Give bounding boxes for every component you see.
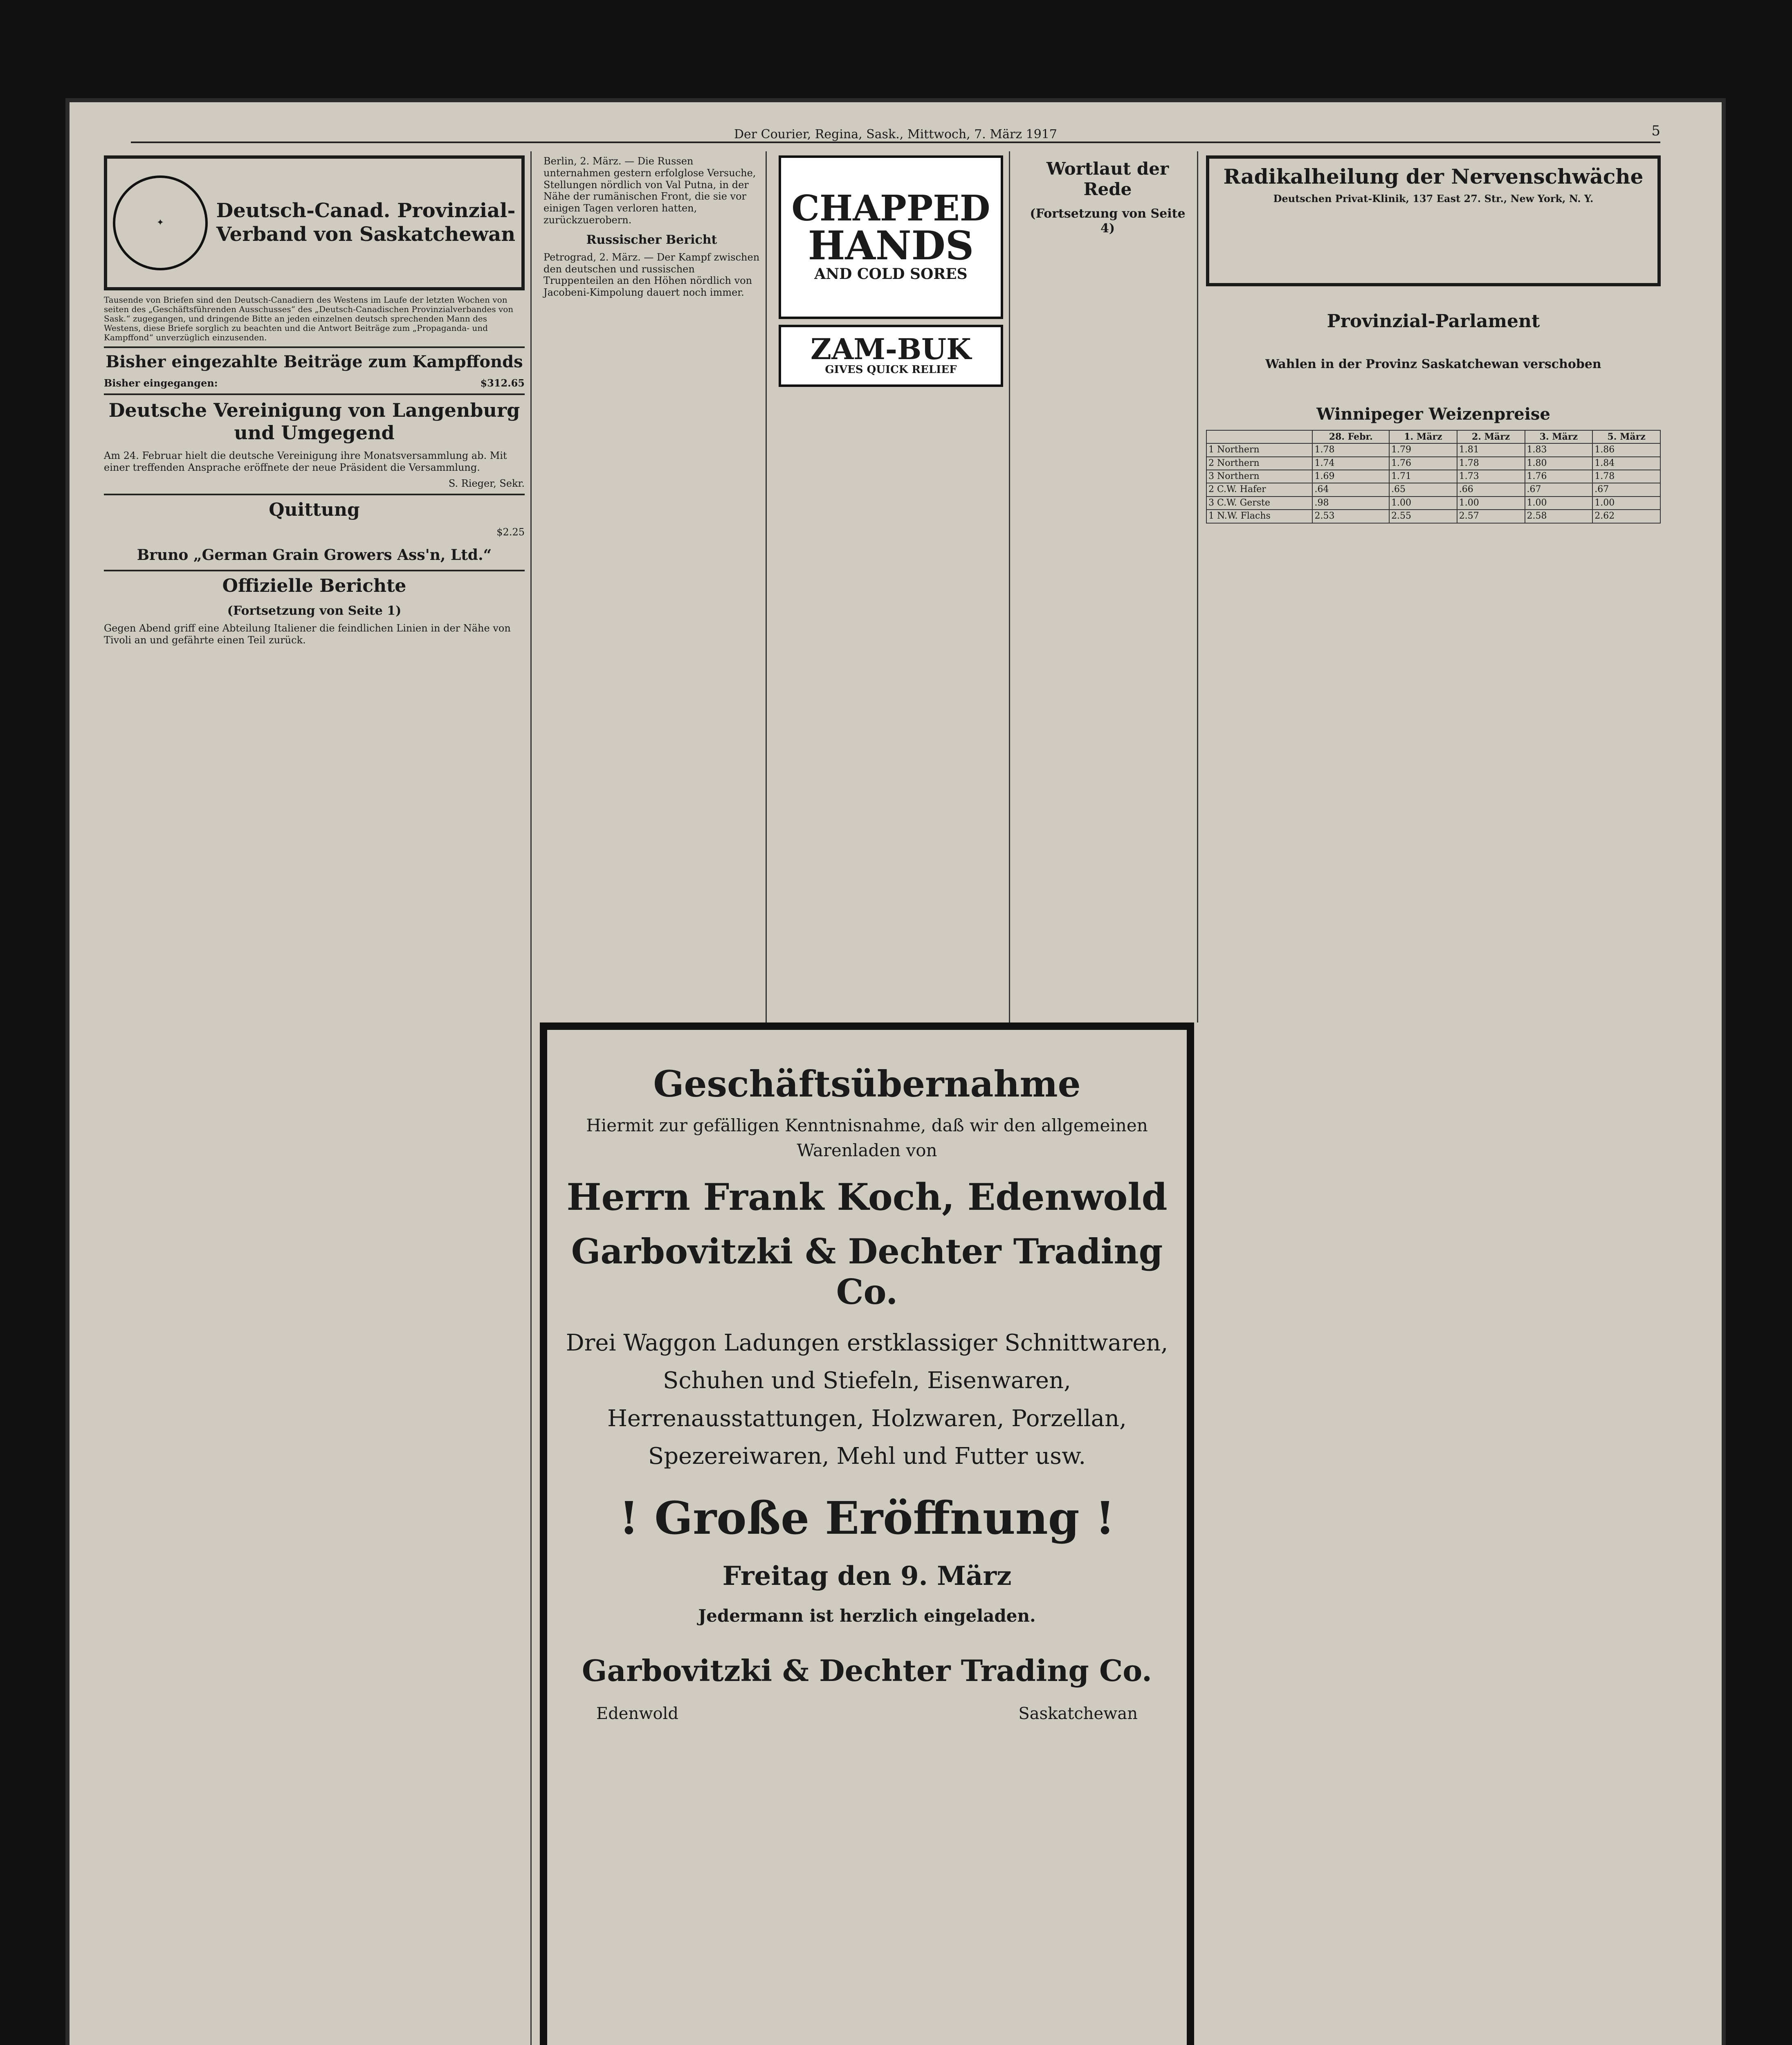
provinzial-title: Provinzial-Parlament — [1327, 311, 1540, 332]
price-value-cell: .66 — [1457, 483, 1525, 496]
berichte-sub: (Fortsetzung von Seite 1) — [227, 604, 402, 618]
chapped-hands-ad: CHAPPED HANDS AND COLD SORES — [779, 155, 1003, 319]
price-value-cell: 1.78 — [1457, 457, 1525, 470]
price-grade-cell: 2 C.W. Hafer — [1206, 483, 1312, 496]
price-value-cell: .67 — [1525, 483, 1593, 496]
price-row — [1206, 457, 1660, 470]
geschaeft-ad — [540, 1022, 1194, 2045]
petrograd-text: Petrograd, 2. März. — Der Kampf zwischen den deutschen und russischen Truppenteilen an den Höhen nördlich von Jacobeni-Kimpolung dauert noch immer. — [543, 251, 760, 299]
page-number: 5 — [1651, 123, 1660, 139]
col-three — [773, 151, 1010, 1022]
zambuk-ad: ZAM-BUK GIVES QUICK RELIEF — [779, 325, 1003, 387]
weizen-title: Winnipeger Weizenpreise — [1316, 404, 1550, 424]
price-value-cell: 1.00 — [1525, 497, 1593, 510]
price-value-cell: 1.76 — [1389, 457, 1457, 470]
ad-opening: ! Große Eröffnung ! — [619, 1492, 1115, 1545]
ad-title: Geschäftsübernahme — [653, 1063, 1081, 1105]
col-two — [538, 151, 767, 1022]
price-value-cell: 2.53 — [1312, 510, 1389, 523]
ad-intro: Hiermit zur gefälligen Kenntnisnahme, daß wir den allgemeinen Warenladen von — [586, 1115, 1148, 1160]
price-value-cell: 1.00 — [1457, 497, 1525, 510]
price-header-cell — [1206, 430, 1312, 443]
ad-company: Garbovitzki & Dechter Trading Co. — [571, 1231, 1163, 1312]
quittung-title: Quittung — [269, 499, 360, 520]
price-value-cell: 1.73 — [1457, 470, 1525, 483]
berlin-text: Berlin, 2. März. — Die Russen unternahmen gestern erfolglose Versuche, Stellungen nördlich von Val Putna, in der Nähe der rumänischen Front, die sie vor einigen Tagen verloren hatten, zurückzuerobern. — [543, 155, 756, 226]
russ-title: Russischer Bericht — [586, 232, 717, 247]
price-value-cell: 2.62 — [1592, 510, 1660, 523]
price-header-cell: 1. März — [1389, 430, 1457, 443]
ad-date: Freitag den 9. März — [722, 1561, 1012, 1592]
price-header-cell: 3. März — [1525, 430, 1593, 443]
price-row — [1206, 443, 1660, 456]
price-value-cell: .67 — [1592, 483, 1660, 496]
ad-footer: Edenwold Saskatchewan — [596, 1704, 1138, 1724]
price-row — [1206, 483, 1660, 496]
price-value-cell: 1.71 — [1389, 470, 1457, 483]
price-value-cell: 1.81 — [1457, 443, 1525, 456]
page-header — [131, 123, 1660, 143]
intro-text: Tausende von Briefen sind den Deutsch-Canadiern des Westens im Laufe der letzten Wochen von seiten des „Geschäftsführenden Ausschusses“ des „Deutsch-Canadischen Provinzialverbandes von Sask.“ zugegangen, und dringende Bitte an jeden einzelnen deutsch sprechenden Mann des Westens, diese Briefe sorglich zu beachten und die Antwort Beiträge zum „Propaganda- und Kampffond“ unverzüglich einzusenden. — [104, 295, 514, 342]
verein-title: Deutsche Vereinigung von Langenburg und Umgegend — [108, 399, 520, 444]
price-value-cell: 1.86 — [1592, 443, 1660, 456]
ad-name: Herrn Frank Koch, Edenwold — [566, 1175, 1168, 1219]
ad-list: Drei Waggon Ladungen erstklassiger Schnittwaren, Schuhen und Stiefeln, Eisenwaren, Herrenausstattungen, Holzwaren, Porzellan, Spezereiwaren, Mehl und Futter usw. — [566, 1329, 1168, 1470]
price-header-cell: 2. März — [1457, 430, 1525, 443]
col-four — [1018, 151, 1198, 1022]
price-grade-cell: 3 Northern — [1206, 470, 1312, 483]
price-value-cell: 1.00 — [1389, 497, 1457, 510]
berichte-text: Gegen Abend griff eine Abteilung Italiener die feindlichen Linien in der Nähe von Tivoli an und gefährte einen Teil zurück. — [104, 622, 511, 646]
contrib-title: Bisher eingezahlte Beiträge zum Kampffonds — [106, 352, 523, 371]
right-column — [1200, 151, 1666, 2045]
price-value-cell: 1.78 — [1312, 443, 1389, 456]
bruno-title: Bruno „German Grain Growers Ass'n, Ltd.“ — [137, 546, 492, 564]
wortlaut-sub: (Fortsetzung von Seite 4) — [1030, 206, 1186, 236]
price-row — [1206, 470, 1660, 483]
price-header-cell: 28. Febr. — [1312, 430, 1389, 443]
price-value-cell: 1.76 — [1525, 470, 1593, 483]
left-column — [98, 151, 532, 2045]
price-grade-cell: 1 Northern — [1206, 443, 1312, 456]
price-grade-cell: 2 Northern — [1206, 457, 1312, 470]
price-value-cell: 1.84 — [1592, 457, 1660, 470]
verein-signature: S. Rieger, Sekr. — [448, 477, 525, 489]
price-value-cell: 2.58 — [1525, 510, 1593, 523]
price-value-cell: .98 — [1312, 497, 1389, 510]
price-value-cell: 1.74 — [1312, 457, 1389, 470]
price-grade-cell: 1 N.W. Flachs — [1206, 510, 1312, 523]
price-value-cell: 1.79 — [1389, 443, 1457, 456]
price-value-cell: 1.00 — [1592, 497, 1660, 510]
berichte-title: Offizielle Berichte — [222, 575, 406, 597]
price-value-cell: 2.57 — [1457, 510, 1525, 523]
ad-invite: Jedermann ist herzlich eingeladen. — [698, 1606, 1036, 1626]
price-value-cell: .64 — [1312, 483, 1389, 496]
price-value-cell: .65 — [1389, 483, 1457, 496]
price-value-cell: 1.83 — [1525, 443, 1593, 456]
price-value-cell: 1.69 — [1312, 470, 1389, 483]
quittung-total: $2.25 — [496, 526, 525, 538]
wortlaut-title: Wortlaut der Rede — [1046, 159, 1169, 200]
price-row — [1206, 497, 1660, 510]
header-line: Der Courier, Regina, Sask., Mittwoch, 7. März 1917 — [734, 127, 1058, 142]
contrib-total: Bisher eingegangen: $312.65 — [104, 377, 525, 389]
price-header-cell: 5. März — [1592, 430, 1660, 443]
org-box — [104, 155, 525, 290]
price-grade-cell: 3 C.W. Gerste — [1206, 497, 1312, 510]
org-box-title: Deutsch-Canad. Provinzial-Verband von Saskatchewan — [216, 199, 516, 246]
price-value-cell: 1.80 — [1525, 457, 1593, 470]
ad-footer-company: Garbovitzki & Dechter Trading Co. — [582, 1653, 1152, 1688]
verein-text: Am 24. Februar hielt die deutsche Vereinigung ihre Monatsversammlung ab. Mit einer treffenden Ansprache eröffnete der neue Präsident die Versammlung. — [104, 450, 507, 473]
price-value-cell: 2.55 — [1389, 510, 1457, 523]
wahlen-title: Wahlen in der Provinz Saskatchewan verschoben — [1265, 357, 1601, 371]
org-seal-icon: ✦ — [113, 175, 208, 270]
weizen-table — [1206, 430, 1661, 524]
radikal-ad: Radikalheilung der Nervenschwäche Deutschen Privat-Klinik, 137 East 27. Str., New York, N. Y. — [1206, 155, 1661, 286]
price-value-cell: 1.78 — [1592, 470, 1660, 483]
price-row — [1206, 510, 1660, 523]
